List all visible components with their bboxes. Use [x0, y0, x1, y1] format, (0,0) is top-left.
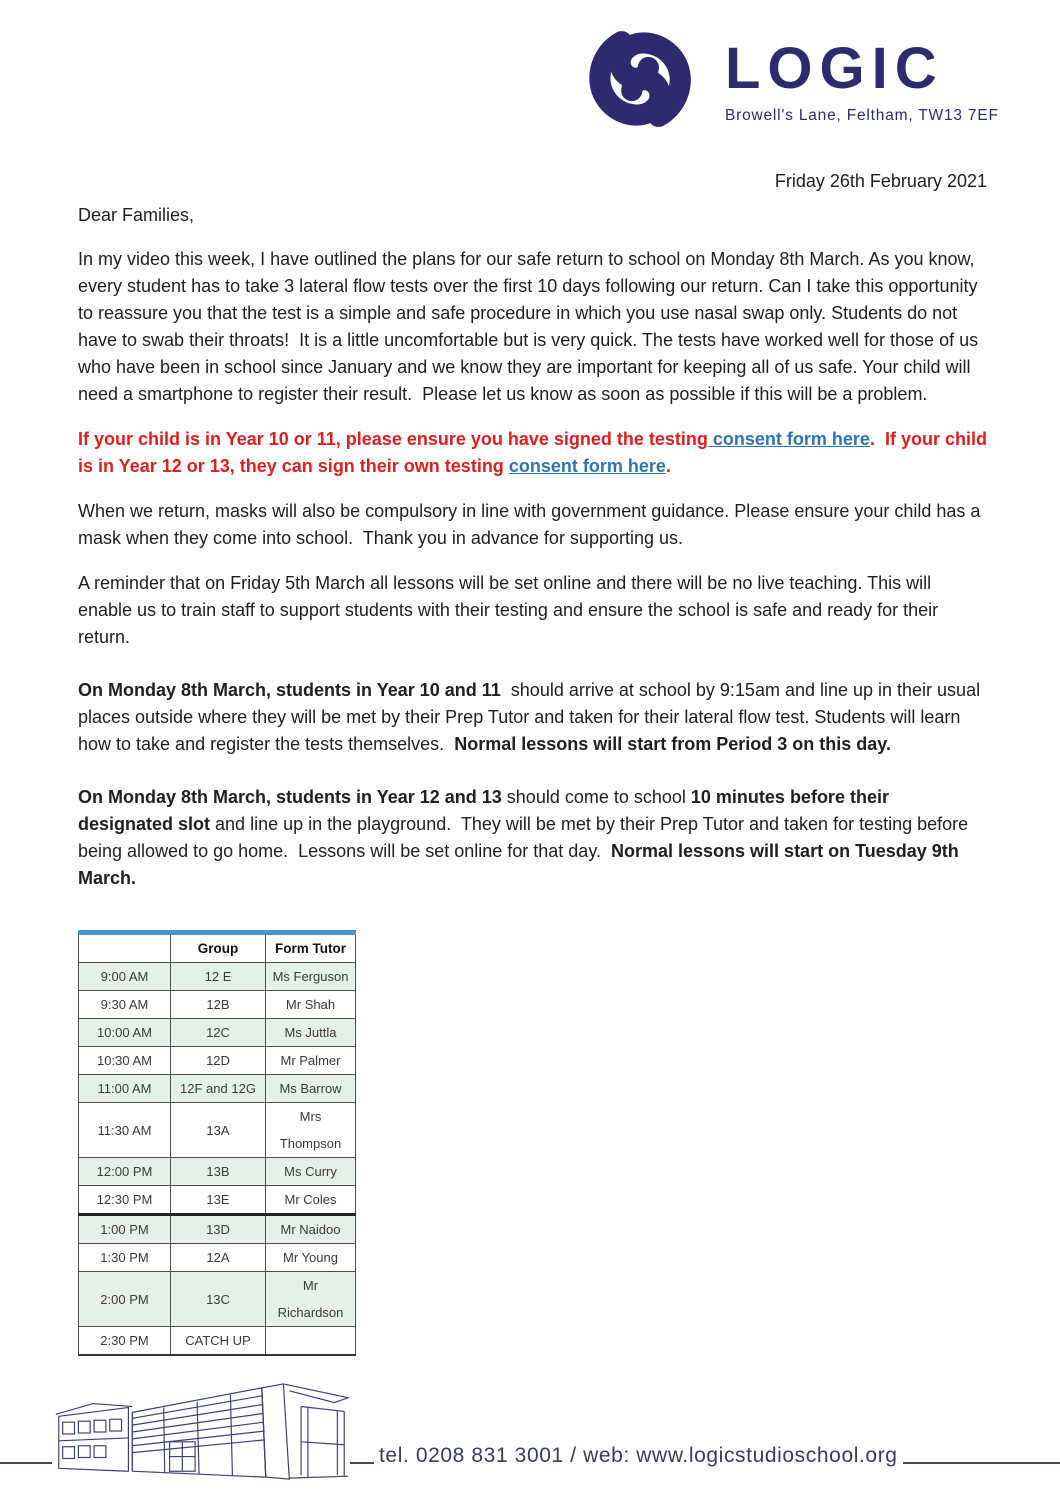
- form-tutor-column-header: Form Tutor: [266, 933, 356, 963]
- table-row: [79, 1075, 356, 1103]
- time-cell: 10:00 AM: [79, 1019, 171, 1047]
- school-building-sketch-icon: [52, 1381, 350, 1484]
- tutor-cell: Mr Coles: [266, 1186, 356, 1215]
- year12-13-bold-close: Normal lessons will start on Tuesday 9th March.: [78, 841, 964, 888]
- tutor-cell: Ms Juttla: [266, 1019, 356, 1047]
- table-row: [79, 1215, 356, 1244]
- consent-paragraph: [78, 426, 992, 480]
- intro-paragraph: In my video this week, I have outlined the plans for our safe return to school on Monday 8th March. As you know, every student has to take 3 lateral flow tests over the first 10 days following our return. Can I take this opportunity to reassure you that the test is a simple and safe procedure in which you use nasal swap only. Students do not have to swab their throats! It is a little uncomfortable but is very quick. The tests have worked well for those of us who have been in school since January and we know they are important for keeping all of us safe. Your child will need a smartphone to register their result. Please let us know as soon as possible if this will be a problem.: [78, 249, 984, 404]
- reminder-paragraph: A reminder that on Friday 5th March all lessons will be set online and there will be no live teaching. This will enable us to train staff to support students with their testing and ensure the school is safe and ready for their return.: [78, 573, 944, 647]
- table-row: [79, 1103, 356, 1158]
- consent-text-1: If your child is in Year 10 or 11, please ensure you have signed the testing: [78, 429, 708, 449]
- year12-13-text-2: and line up in the playground. They will be met by their Prep Tutor and taken for testing before being allowed to go home. Lessons will be set online for that day.: [78, 814, 974, 861]
- year12-13-bold-lead: On Monday 8th March, students in Year 12 and 13: [78, 787, 502, 807]
- group-cell: 13E: [171, 1186, 266, 1215]
- table-row: [79, 1272, 356, 1327]
- time-cell: 9:30 AM: [79, 991, 171, 1019]
- tutor-cell: [266, 1327, 356, 1356]
- time-cell: 11:30 AM: [79, 1103, 171, 1158]
- schedule-table: [78, 930, 356, 1356]
- time-cell: 12:00 PM: [79, 1158, 171, 1186]
- group-cell: CATCH UP: [171, 1327, 266, 1356]
- group-cell: 12A: [171, 1244, 266, 1272]
- tutor-cell: Ms Curry: [266, 1158, 356, 1186]
- tutor-cell: Mrs Thompson: [266, 1103, 356, 1158]
- tutor-cell: Ms Ferguson: [266, 963, 356, 991]
- tutor-cell: Mr Shah: [266, 991, 356, 1019]
- year10-11-bold-close: Normal lessons will start from Period 3 on this day.: [454, 734, 891, 754]
- year12-13-paragraph: [78, 784, 987, 892]
- footer-contact: tel. 0208 831 3001 / web: www.logicstudioschool.org: [374, 1444, 903, 1468]
- logo-text: [725, 36, 999, 125]
- time-cell: 12:30 PM: [79, 1186, 171, 1215]
- table-row: [79, 1158, 356, 1186]
- time-cell: 9:00 AM: [79, 963, 171, 991]
- tutor-cell: Mr Palmer: [266, 1047, 356, 1075]
- time-cell: 1:30 PM: [79, 1244, 171, 1272]
- tutor-cell: Ms Barrow: [266, 1075, 356, 1103]
- group-cell: 13D: [171, 1215, 266, 1244]
- time-column-header: [79, 933, 171, 963]
- tutor-cell: Mr Naidoo: [266, 1215, 356, 1244]
- table-row: [79, 1019, 356, 1047]
- group-cell: 12D: [171, 1047, 266, 1075]
- group-cell: 13C: [171, 1272, 266, 1327]
- table-row: [79, 1244, 356, 1272]
- greeting: Dear Families,: [78, 205, 195, 225]
- table-row: [79, 1327, 356, 1356]
- tutor-cell: Mr Young: [266, 1244, 356, 1272]
- consent-form-link-y10-11[interactable]: consent form here: [707, 429, 870, 449]
- letter-date: Friday 26th February 2021: [774, 171, 987, 191]
- masks-paragraph: When we return, masks will also be compulsory in line with government guidance. Please ensure your child has a mask when they come into school. Thank you in advance for supporting us.: [78, 501, 986, 548]
- group-cell: 12C: [171, 1019, 266, 1047]
- time-cell: 2:00 PM: [79, 1272, 171, 1327]
- consent-form-link-y12-13[interactable]: consent form here: [508, 456, 666, 476]
- year10-11-text: should arrive at school by 9:15am and line up in their usual places outside where they will be met by their Prep Tutor and taken for their lateral flow test. Students will learn how to take and register the tests themselves.: [78, 680, 986, 754]
- year10-11-paragraph: [78, 677, 987, 758]
- time-cell: 11:00 AM: [79, 1075, 171, 1103]
- consent-text-2: . If your child is in Year 12 or 13, they can sign their own testing: [78, 429, 992, 476]
- time-cell: 1:00 PM: [79, 1215, 171, 1244]
- logo: [583, 26, 999, 132]
- logo-address: Browell's Lane, Feltham, TW13 7EF: [725, 107, 999, 124]
- logo-wordmark: LOGIC: [725, 36, 944, 101]
- group-cell: 12 E: [171, 963, 266, 991]
- table-row: [79, 1186, 356, 1215]
- schedule-header-row: [79, 933, 356, 963]
- table-row: [79, 963, 356, 991]
- group-column-header: Group: [171, 933, 266, 963]
- group-cell: 13A: [171, 1103, 266, 1158]
- time-cell: 10:30 AM: [79, 1047, 171, 1075]
- testing-schedule: [78, 930, 356, 1356]
- logic-loop-icon: [583, 26, 699, 132]
- group-cell: 12F and 12G: [171, 1075, 266, 1103]
- time-cell: 2:30 PM: [79, 1327, 171, 1356]
- year10-11-bold-lead: On Monday 8th March, students in Year 10 and 11: [78, 680, 501, 700]
- group-cell: 12B: [171, 991, 266, 1019]
- group-cell: 13B: [171, 1158, 266, 1186]
- year12-13-text-1: should come to school: [501, 787, 691, 807]
- table-row: [79, 991, 356, 1019]
- schedule-body: [79, 963, 356, 1356]
- year12-13-bold-slot: 10 minutes before their designated slot: [78, 787, 894, 834]
- tutor-cell: Mr Richardson: [266, 1272, 356, 1327]
- table-row: [79, 1047, 356, 1075]
- consent-text-3: .: [665, 456, 671, 476]
